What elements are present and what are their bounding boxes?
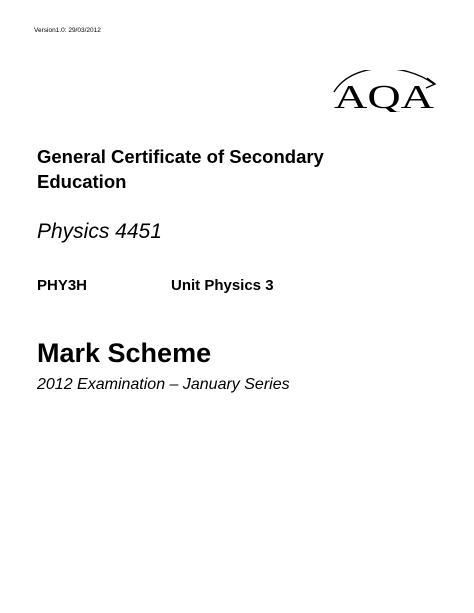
aqa-logo-text: AQA xyxy=(334,79,435,112)
subject-name: Physics 4451 xyxy=(37,220,162,243)
aqa-logo xyxy=(330,70,440,112)
document-title: Mark Scheme xyxy=(37,338,212,368)
version-label: Version1.0: 29/03/2012 xyxy=(34,27,101,34)
unit-code: PHY3H xyxy=(37,277,88,294)
qualification-title: General Certificate of Secondary Education xyxy=(37,146,324,192)
exam-series: 2012 Examination – January Series xyxy=(37,376,290,393)
unit-name: Unit Physics 3 xyxy=(171,277,274,294)
